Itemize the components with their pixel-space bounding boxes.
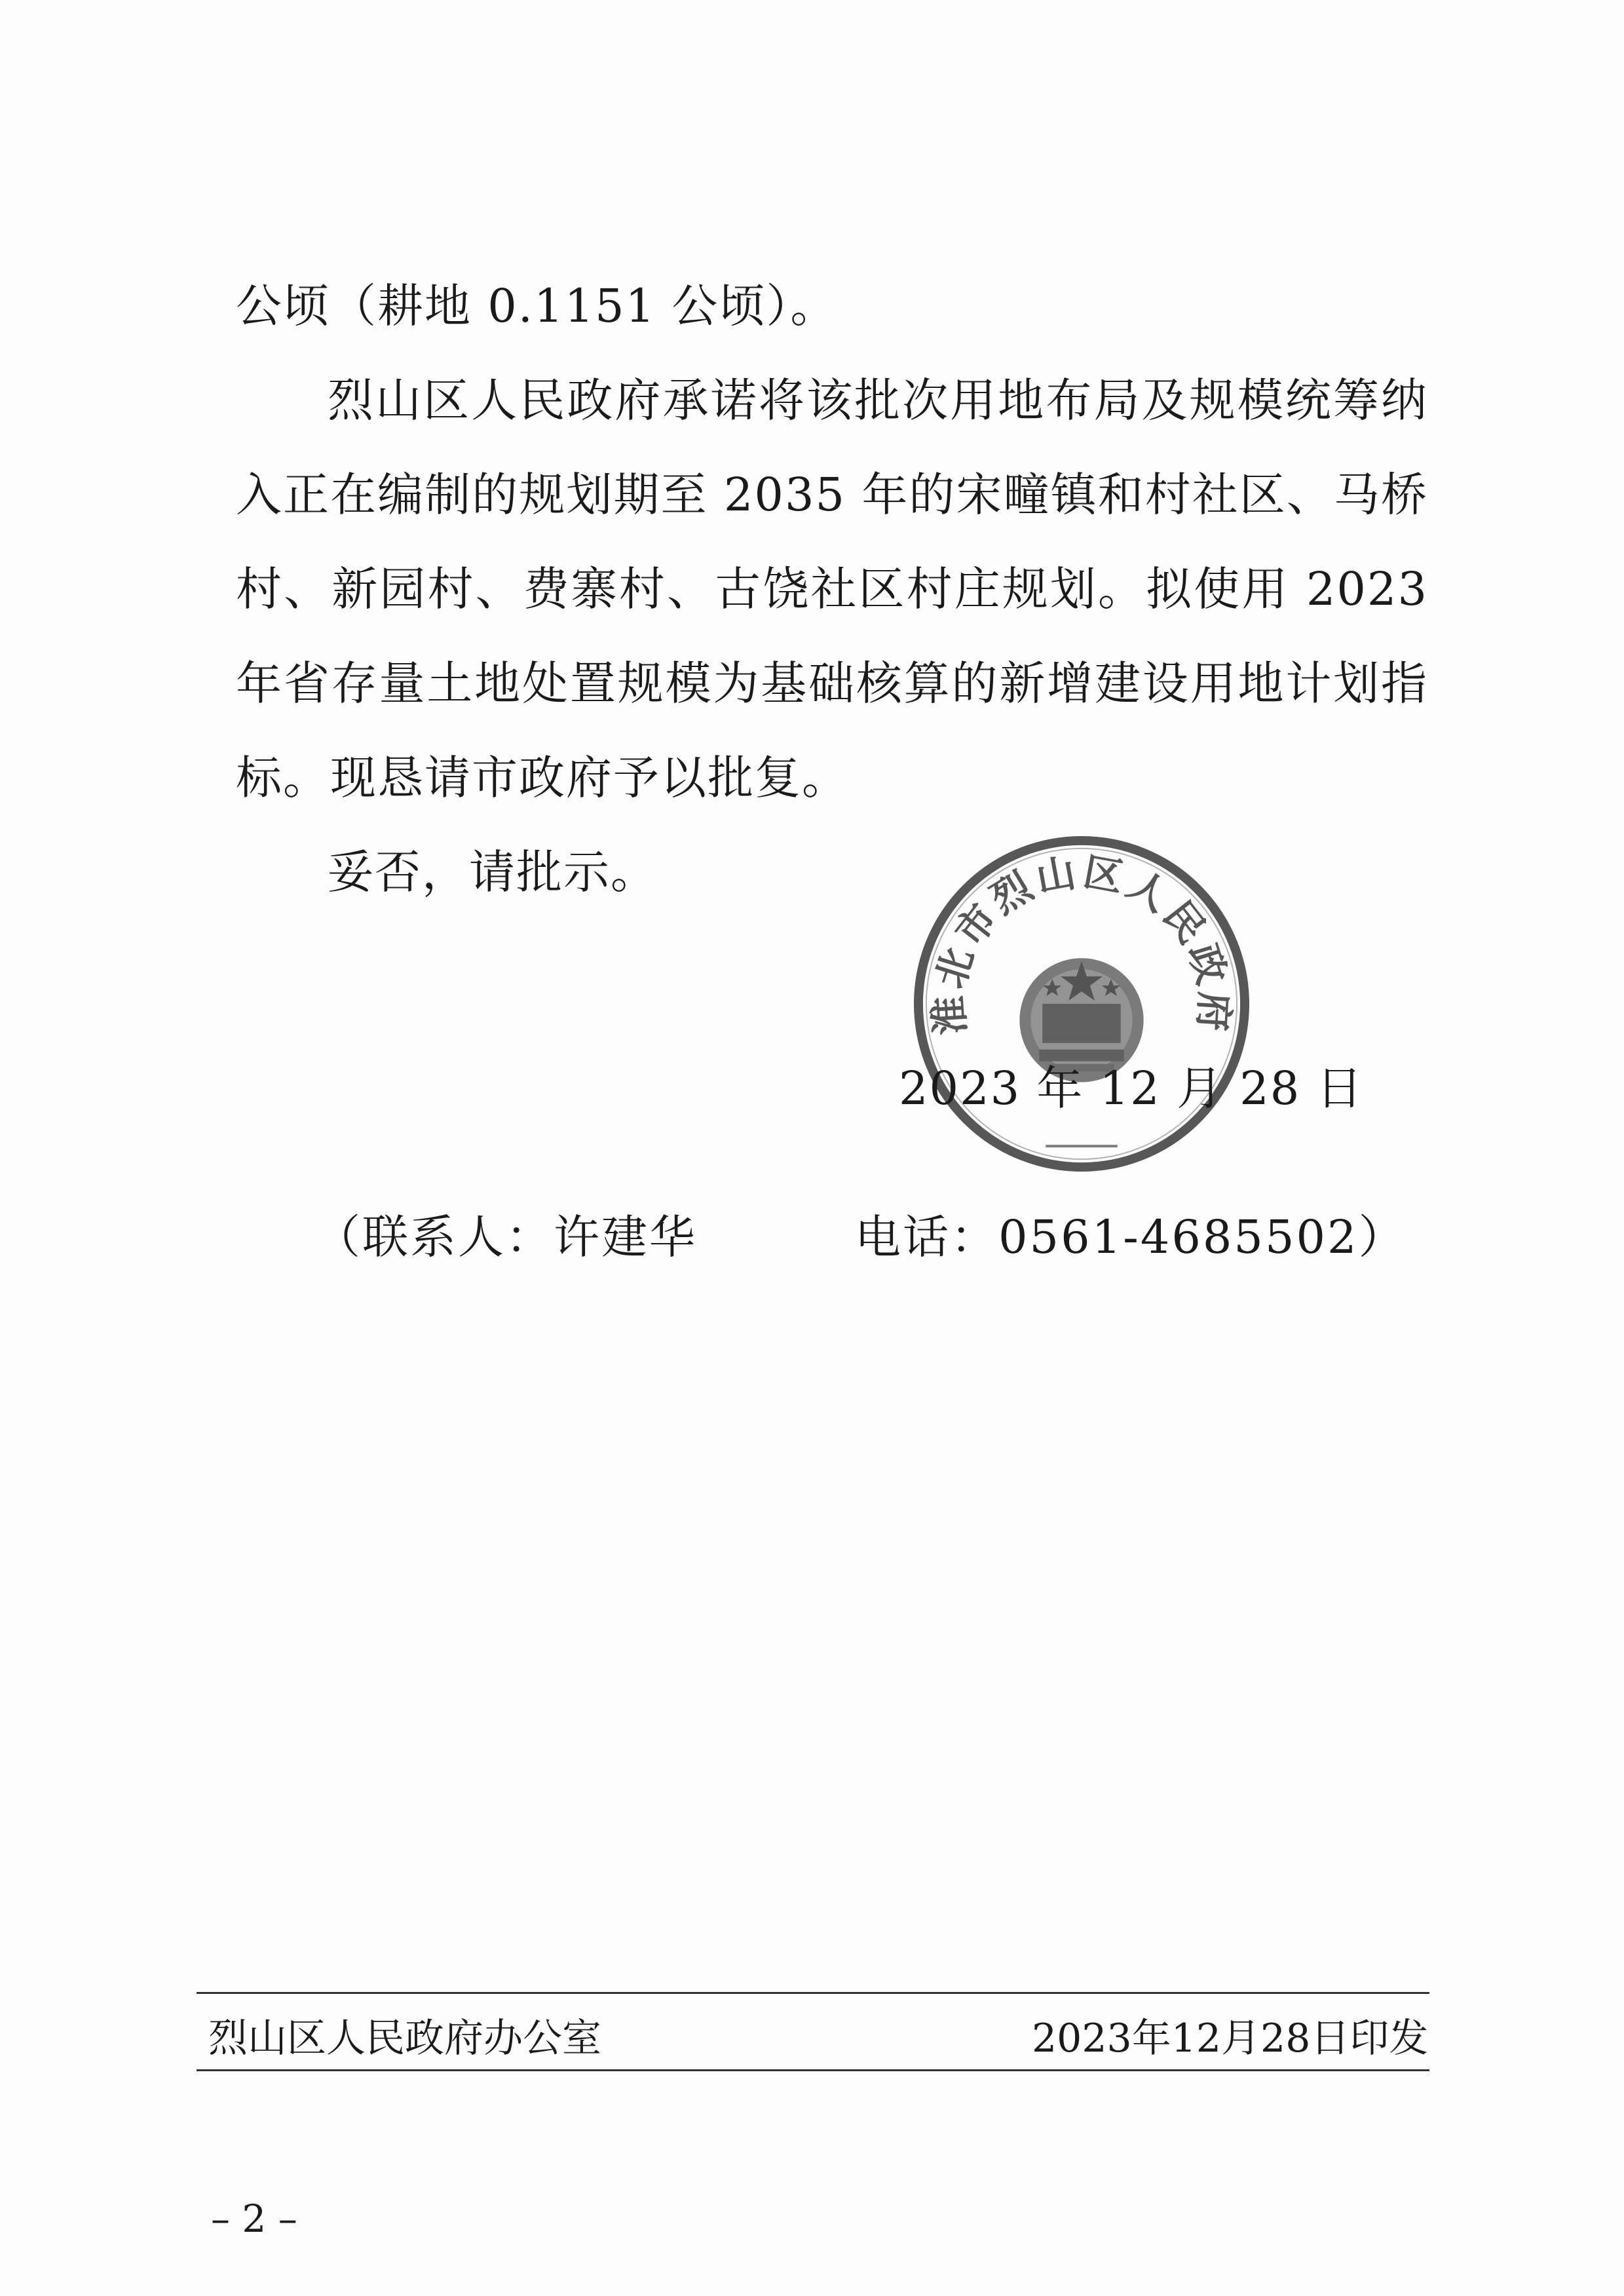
footer-issue-date: 2023年12月28日印发 bbox=[1032, 2016, 1429, 2061]
contact-person: （联系人：许建华 bbox=[314, 1210, 697, 1264]
footer-divider-top bbox=[197, 1992, 1429, 1994]
contact-phone: 电话：0561-4685502） bbox=[855, 1210, 1407, 1264]
document-body bbox=[236, 259, 1428, 919]
paragraph-request: 妥否，请批示。 bbox=[328, 845, 658, 899]
page-number: – 2 – bbox=[211, 2196, 297, 2241]
footer-divider-bottom bbox=[197, 2069, 1429, 2071]
signature-date: 2023 年 12 月 28 日 bbox=[899, 1062, 1364, 1115]
footer-issuer: 烈山区人民政府办公室 bbox=[208, 2016, 601, 2061]
seal-text: 淮北市烈山区人民政府 bbox=[926, 849, 1237, 1037]
paragraph-continuation: 公顷（耕地 0.1151 公顷）。 bbox=[236, 279, 838, 333]
official-seal bbox=[912, 834, 1251, 1174]
paragraph-commitment: 烈山区人民政府承诺将该批次用地布局及规模统筹纳入正在编制的规划期至 2035 年的宋疃镇和村社区、马桥村、新园村、费寨村、古饶社区村庄规划。拟使用 2023 年省存量土地处置规模为基础核算的新增建设用地计划指标。现恳请市政府予以批复。 bbox=[236, 373, 1428, 805]
